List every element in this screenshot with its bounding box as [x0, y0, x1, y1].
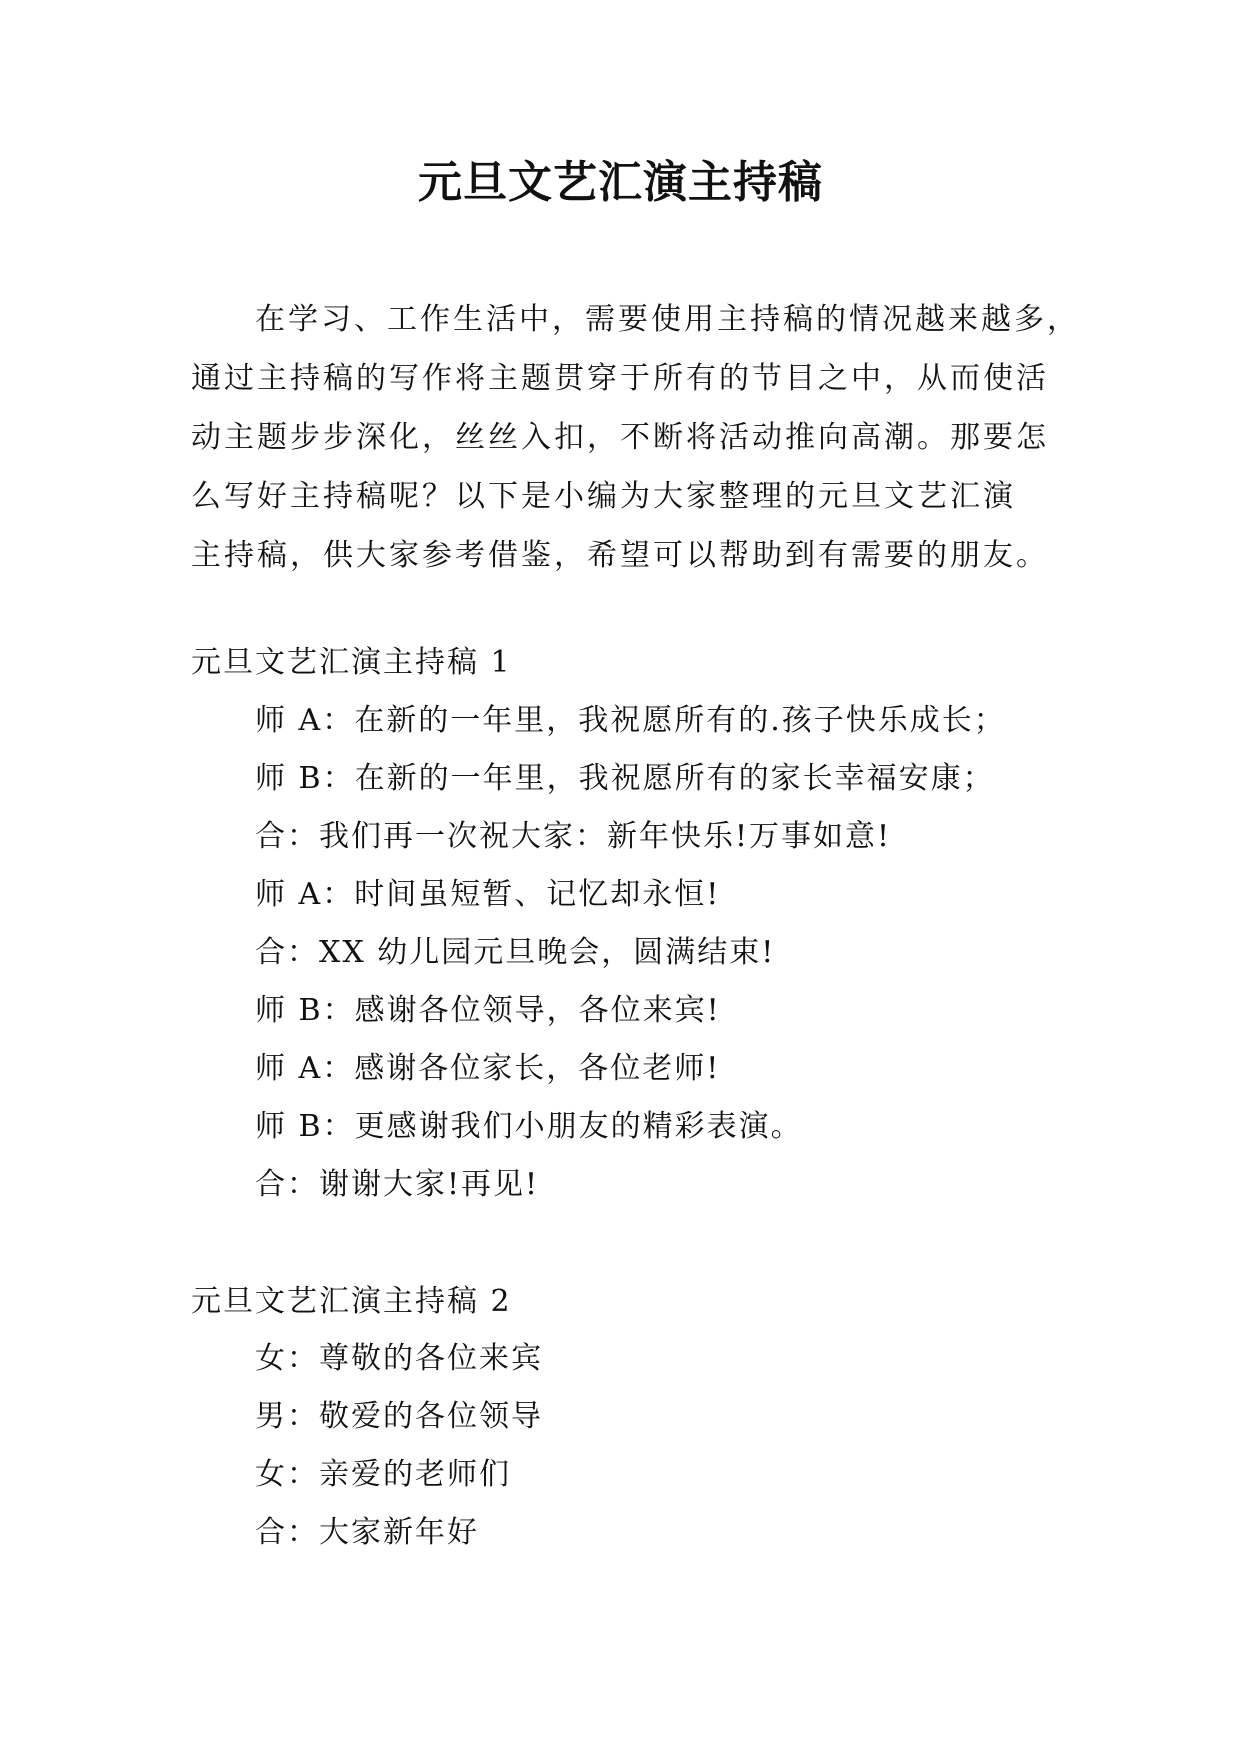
- intro-line: 通过主持稿的写作将主题贯穿于所有的节目之中，从而使活: [191, 361, 1049, 396]
- script-line: 男：敬爱的各位领导: [255, 1399, 543, 1434]
- script-line: 师 B：更感谢我们小朋友的精彩表演。: [255, 1109, 803, 1144]
- script-line: 师 A：在新的一年里，我祝愿所有的.孩子快乐成长；: [255, 703, 1006, 738]
- intro-line: 么写好主持稿呢？以下是小编为大家整理的元旦文艺汇演: [191, 479, 1016, 514]
- script-line: 师 A：时间虽短暂、记忆却永恒!: [255, 877, 721, 912]
- script-line: 合：大家新年好: [255, 1515, 479, 1550]
- intro-line: 动主题步步深化，丝丝入扣，不断将活动推向高潮。那要怎: [191, 420, 1049, 455]
- script-line: 合：XX 幼儿园元旦晚会，圆满结束!: [255, 935, 776, 970]
- script-line: 师 B：在新的一年里，我祝愿所有的家长幸福安康；: [255, 761, 995, 796]
- script-lines: [255, 1339, 1135, 1571]
- section-heading: 元旦文艺汇演主持稿 1: [191, 645, 512, 680]
- script-line: 师 A：感谢各位家长，各位老师!: [255, 1051, 721, 1086]
- script-line: 女：尊敬的各位来宾: [255, 1341, 543, 1376]
- intro-line: 主持稿，供大家参考借鉴，希望可以帮助到有需要的朋友。: [191, 538, 1049, 573]
- script-line: 女：亲爱的老师们: [255, 1457, 511, 1492]
- intro-paragraph: [191, 290, 1080, 585]
- document-title: 元旦文艺汇演主持稿: [418, 157, 823, 208]
- script-line: 合：谢谢大家!再见!: [255, 1167, 540, 1202]
- section-heading: 元旦文艺汇演主持稿 2: [191, 1284, 512, 1319]
- intro-line: 在学习、工作生活中，需要使用主持稿的情况越来越多，: [255, 302, 1080, 337]
- script-line: 师 B：感谢各位领导，各位来宾!: [255, 993, 721, 1028]
- script-lines: [255, 701, 1135, 1223]
- script-line: 合：我们再一次祝大家：新年快乐!万事如意!: [255, 819, 892, 854]
